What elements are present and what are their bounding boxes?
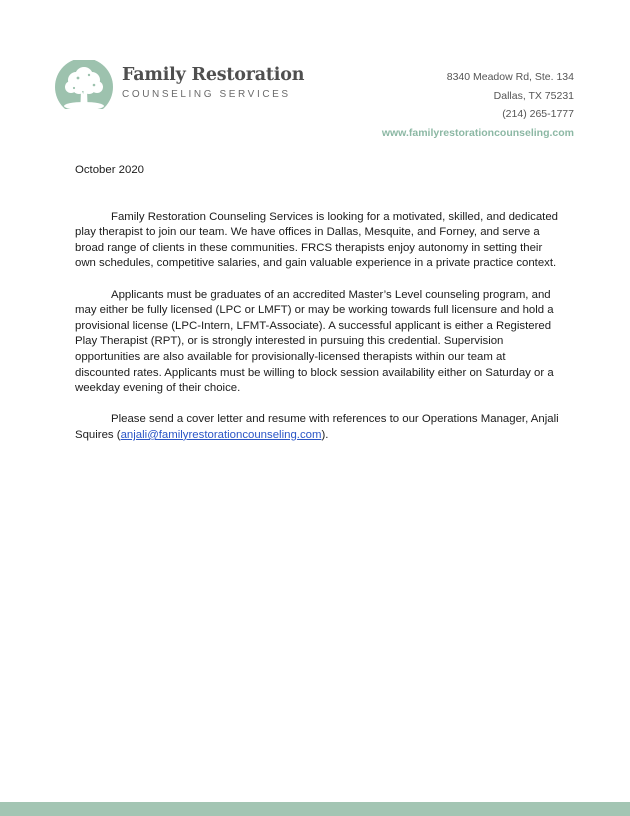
city-state-zip: Dallas, TX 75231 <box>493 89 574 102</box>
organization-logo <box>54 60 305 110</box>
letter-date: October 2020 <box>75 164 145 176</box>
phone-number: (214) 265-1777 <box>502 108 574 120</box>
organization-tagline: COUNSELING SERVICES <box>122 89 291 100</box>
email-link[interactable]: anjali@familyrestorationcounseling.com <box>120 428 322 441</box>
paragraph-intro: Family Restoration Counseling Services is looking for a motivated, skilled, and dedicated play therapist to join our team. We have offices in Dallas, Mesquite, and Forney, and serve a broad range of clients in these communities. FRCS therapists enjoy autonomy in setting their own schedules, competitive salaries, and gain valuable experience in a private practice context. <box>75 210 558 270</box>
letter-body <box>75 163 560 459</box>
paragraph-requirements: Applicants must be graduates of an accredited Master’s Level counseling program, and may either be fully licensed (LPC or LMFT) or may be working towards full licensure and hold a provisional license (LPC-Intern, LFMT-Associate). A successful applicant is either a Registered Play Therapist (RPT), or is strongly interested in pursuing this credential. Supervision opportunities are also available for provisionally-licensed therapists within our team at discounted rates. Applicants must be willing to block session availability either on Saturday or a weekday evening of their choice. <box>75 288 554 395</box>
street-address: 8340 Meadow Rd, Ste. 134 <box>446 71 574 83</box>
paragraph-contact <box>75 412 560 443</box>
contact-text-end: ). <box>321 428 329 441</box>
footer-band <box>0 802 630 816</box>
website-link[interactable]: www.familyrestorationcounseling.com <box>381 126 574 139</box>
organization-name: Family Restoration <box>122 65 305 85</box>
contact-text: Please send a cover letter and resume with references to our Operations Manager, Anjali Squires ( <box>75 413 559 441</box>
tree-logo-icon <box>54 60 114 110</box>
address-block <box>382 68 574 142</box>
